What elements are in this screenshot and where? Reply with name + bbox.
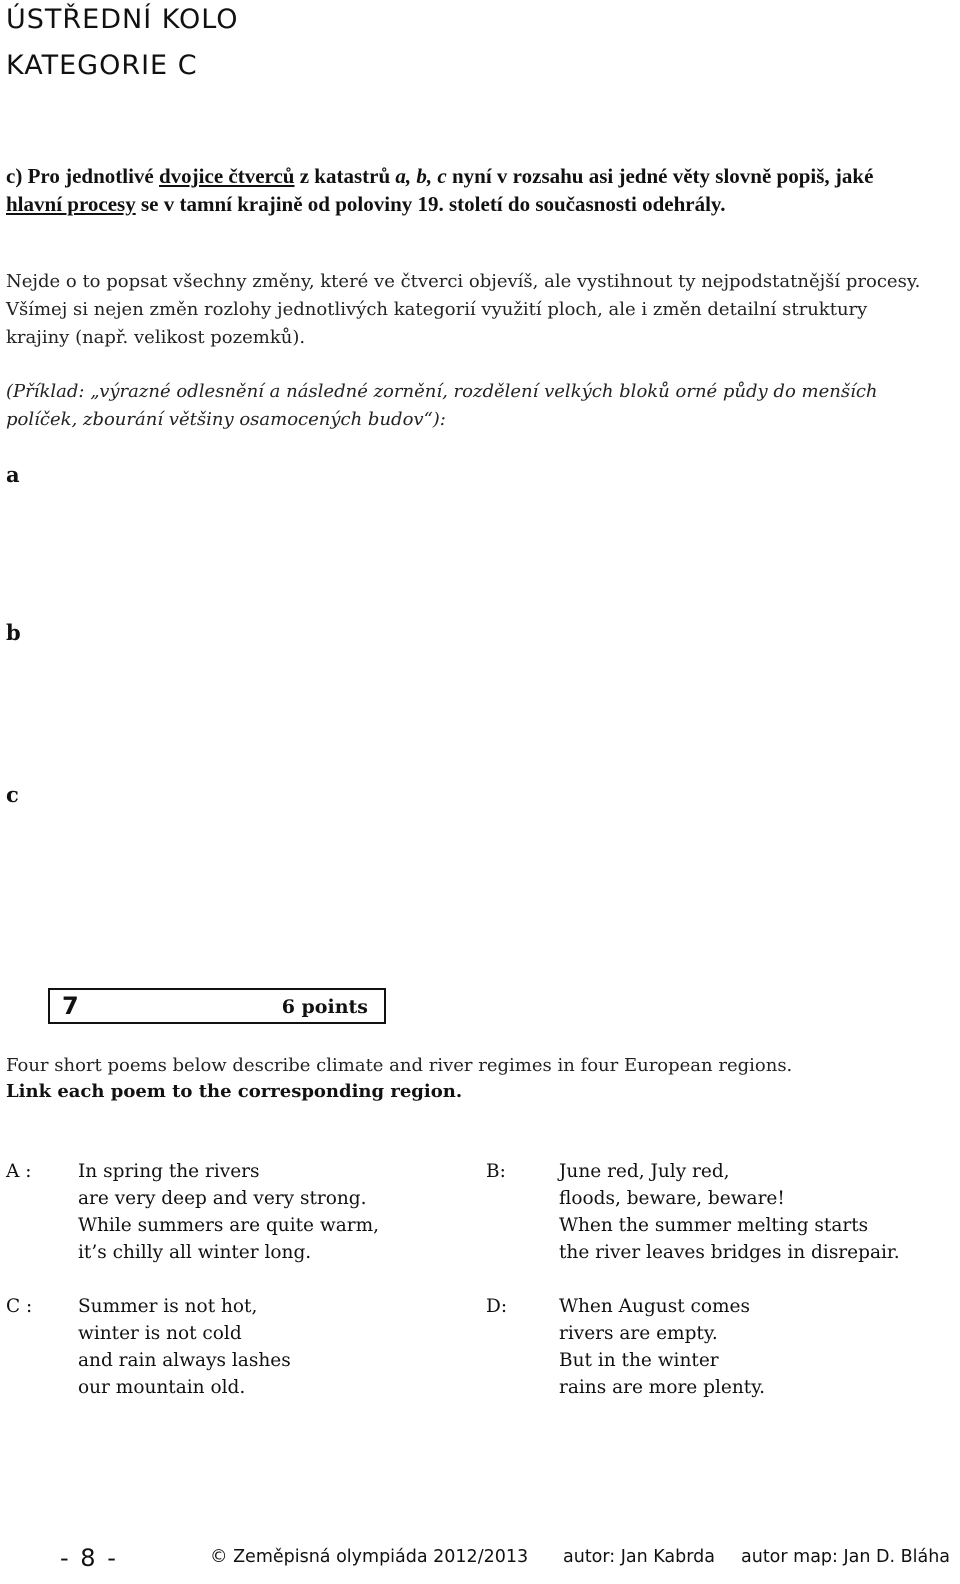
poem-c-text: Summer is not hot, winter is not cold and rain always lashes our mountain old. (78, 1296, 291, 1398)
poem-b-text: June red, July red, floods, beware, beware! When the summer melting starts the river leaves bridges in disrepair. (559, 1161, 900, 1263)
footer-map-author: autor map: Jan D. Bláha (741, 1547, 951, 1567)
instructions-paragraph: Nejde o to popsat všechny změny, které ve čtverci objevíš, ale vystihnout ty nejpodstatnější procesy. Všímej si nejen změn rozlohy jednotlivých kategorií využití ploch, ale i změn detailní struktury krajiny (např. velikost pozemků). (6, 271, 921, 348)
footer-copyright: © Zeměpisná olympiáda 2012/2013 (210, 1547, 529, 1567)
question-number-box (48, 988, 386, 1024)
poem-a-label: A : (6, 1161, 32, 1182)
question-points: 6 points (281, 996, 368, 1018)
footer-page-number: - 8 - (60, 1544, 118, 1572)
poem-c-label: C : (6, 1296, 33, 1317)
poem-d-text: When August comes rivers are empty. But in the winter rains are more plenty. (559, 1296, 766, 1398)
task-c-underline-pairs: dvojice čtverců (159, 164, 295, 188)
question-number: 7 (62, 992, 79, 1020)
footer-author: autor: Jan Kabrda (563, 1547, 715, 1567)
instructions-example: (Příklad: „výrazné odlesnění a následné zornění, rozdělení velkých bloků orné půdy do menších políček, zbourání většiny osamocených budov“): (6, 381, 878, 430)
poem-d-label: D: (486, 1296, 508, 1317)
poem-a-text: In spring the rivers are very deep and very strong. While summers are quite warm, it’s chilly all winter long. (78, 1161, 380, 1263)
question-intro: Four short poems below describe climate and river regimes in four European regions. (6, 1055, 793, 1076)
task-c-letters: a, b, c (395, 164, 447, 188)
header-title: ÚSTŘEDNÍ KOLO (6, 4, 239, 35)
poem-b-label: B: (486, 1161, 506, 1182)
task-c-mid2: nyní v rozsahu asi jedné věty slovně popiš, jaké (446, 164, 874, 188)
header-category: KATEGORIE C (6, 50, 198, 81)
question-task: Link each poem to the corresponding region. (6, 1081, 463, 1102)
answer-label-a: a (6, 462, 20, 487)
answer-label-c: c (6, 782, 19, 807)
task-c-prefix: c) Pro jednotlivé (6, 164, 159, 188)
task-c-underline-processes: hlavní procesy (6, 192, 136, 216)
task-c-suffix: se v tamní krajině od poloviny 19. století do současnosti odehrály. (135, 192, 726, 216)
answer-label-b: b (6, 620, 21, 645)
task-c-mid1: z katastrů (294, 164, 396, 188)
task-c-text (6, 162, 926, 218)
